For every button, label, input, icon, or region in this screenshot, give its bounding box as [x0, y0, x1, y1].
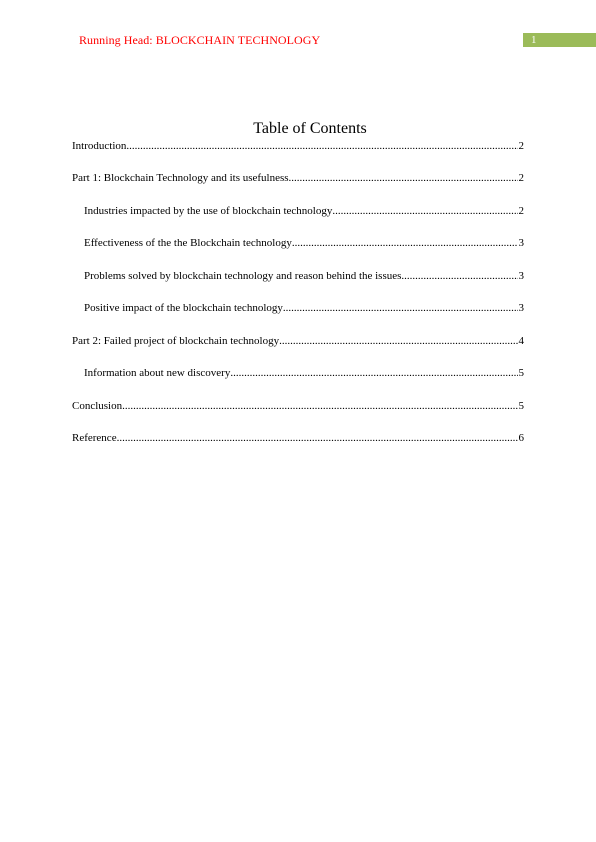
toc-dot-leader	[122, 399, 517, 413]
toc-entry-label: Part 2: Failed project of blockchain technology	[72, 335, 280, 347]
toc-entry-page: 6	[518, 432, 524, 444]
toc-entry-page: 5	[518, 367, 524, 379]
toc-dot-leader	[292, 236, 518, 250]
toc-entry-conclusion[interactable]	[72, 399, 524, 413]
toc-dot-leader	[401, 269, 517, 283]
toc-entry-introduction[interactable]	[72, 139, 524, 153]
toc-entry-label: Industries impacted by the use of blockchain technology	[84, 205, 333, 217]
toc-dot-leader	[279, 334, 517, 348]
toc-dot-leader	[126, 139, 517, 153]
toc-entry-page: 5	[518, 400, 524, 412]
toc-entry-label: Effectiveness of the the Blockchain technology	[84, 237, 292, 249]
toc-entry-page: 2	[518, 205, 524, 217]
toc-entry-page: 2	[518, 172, 524, 184]
running-head: Running Head: BLOCKCHAIN TECHNOLOGY	[79, 33, 321, 47]
toc-entry-page: 3	[518, 302, 524, 314]
toc-entry-part-2[interactable]	[72, 334, 524, 348]
toc-entry-reference[interactable]	[72, 431, 524, 445]
toc-entry-part-1[interactable]	[72, 171, 524, 185]
toc-entry-problems-solved[interactable]	[84, 269, 524, 283]
toc-dot-leader	[117, 431, 518, 445]
toc-entry-page: 3	[518, 270, 524, 282]
page-number: 1	[531, 34, 537, 46]
toc-entry-page: 3	[518, 237, 524, 249]
toc-title: Table of Contents	[253, 120, 367, 137]
toc-entry-label: Problems solved by blockchain technology and reason behind the issues	[84, 270, 402, 282]
toc-entry-label: Positive impact of the blockchain technology	[84, 302, 283, 314]
toc-entry-page: 2	[518, 140, 524, 152]
toc-entry-positive-impact[interactable]	[84, 301, 524, 315]
toc-entry-label: Introduction	[72, 140, 127, 152]
toc-entry-label: Reference	[72, 432, 117, 444]
toc-entry-effectiveness[interactable]	[84, 236, 524, 250]
toc-dot-leader	[230, 366, 517, 380]
toc-entry-label: Part 1: Blockchain Technology and its usefulness	[72, 172, 289, 184]
toc-entry-label: Conclusion	[72, 400, 123, 412]
toc-entry-label: Information about new discovery	[84, 367, 231, 379]
toc-entry-industries-impacted[interactable]	[84, 204, 524, 218]
page-number-box	[523, 33, 596, 47]
toc-dot-leader	[283, 301, 518, 315]
toc-dot-leader	[332, 204, 517, 218]
toc-entry-new-discovery[interactable]	[84, 366, 524, 380]
toc-dot-leader	[289, 171, 518, 185]
toc-entry-page: 4	[518, 335, 524, 347]
